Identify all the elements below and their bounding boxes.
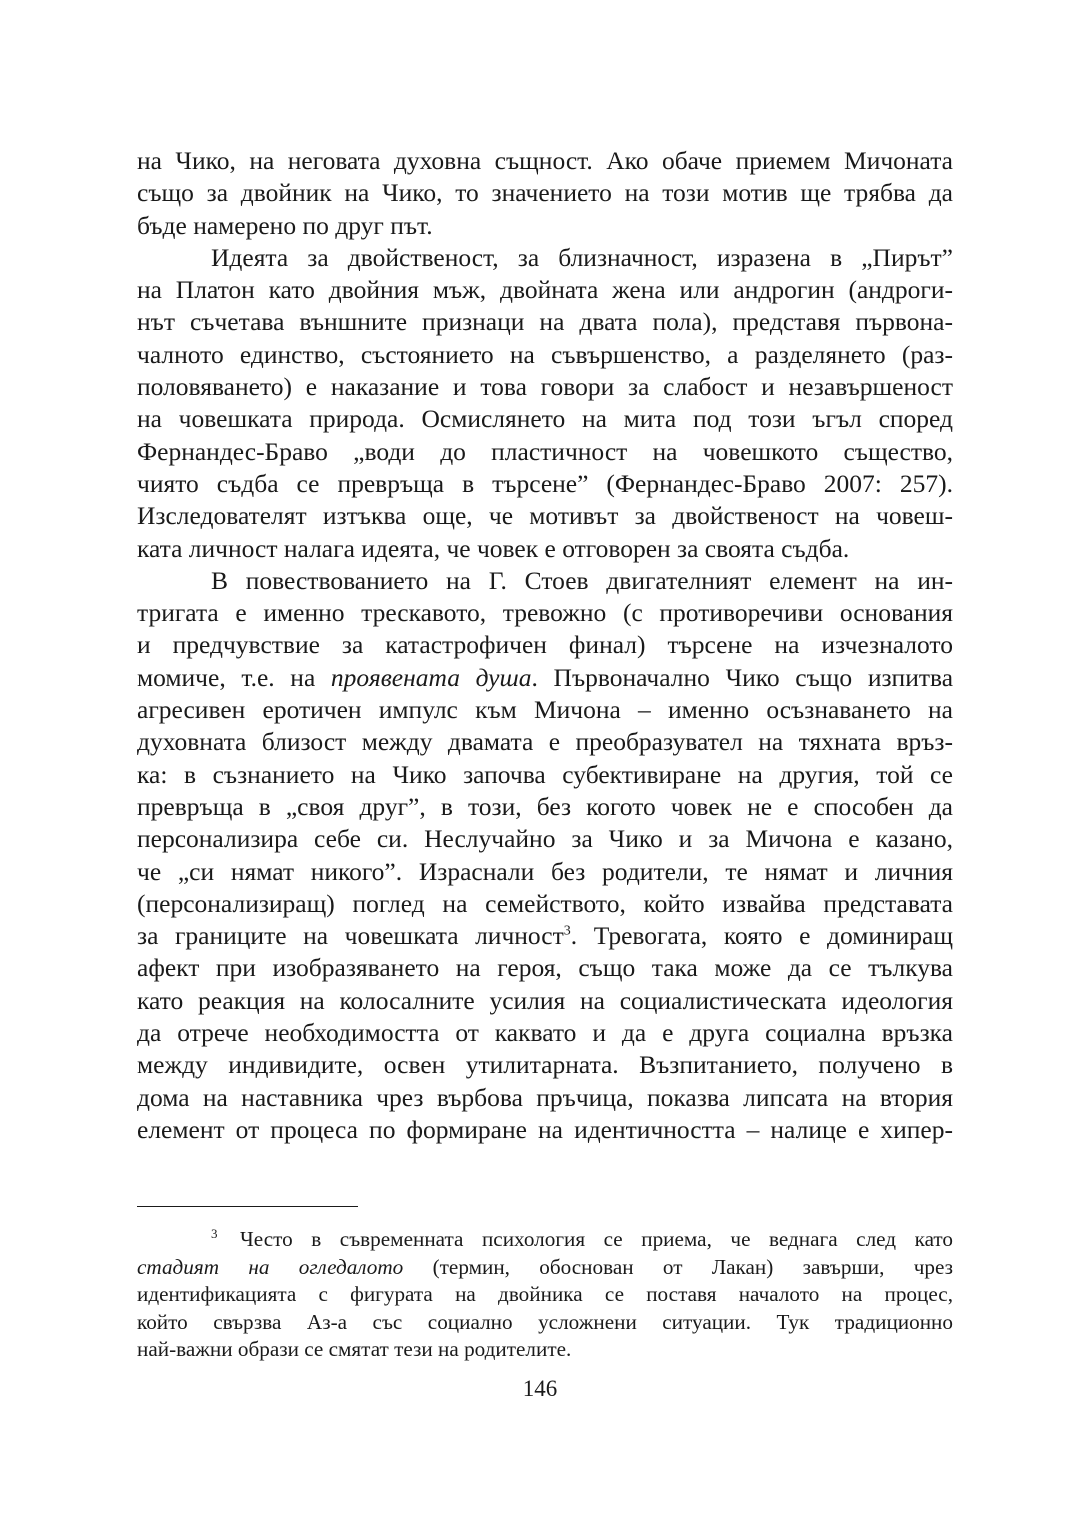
text-line: нът съчетава външните признаци на двата пола), представя първона- — [137, 307, 953, 337]
text-line: чалното единство, състоянието на съвършенство, а разделянето (раз- — [137, 339, 953, 369]
page-number: 146 — [522, 1376, 558, 1401]
text-line: чиято съдба се превръща в търсене” (Фернандес-Браво 2007: 257). — [137, 468, 953, 498]
footnote — [137, 1226, 953, 1364]
text-line: между индивидите, освен утилитарната. Възпитанието, получено в — [137, 1050, 953, 1080]
footnote-line: най-важни образи се смятат тези на родителите. — [137, 1337, 572, 1362]
text-run: за границите на човешката личност — [137, 921, 564, 951]
text-line: бъде намерено по друг път. — [137, 210, 433, 240]
text-line: персонализира себе си. Неслучайно за Чико и за Мичона е казано, — [137, 824, 953, 854]
text-line — [137, 662, 953, 694]
text-line: също за двойник на Чико, то значението на този мотив ще трябва да — [137, 178, 953, 208]
text-run: (термин, обоснован от Лакан) завърши, чрез — [403, 1254, 953, 1279]
text-line: на Платон като двойния мъж, двойната жена или андрогин (андроги- — [137, 275, 953, 305]
footnote-line — [137, 1254, 953, 1282]
text-line: В повествованието на Г. Стоев двигателният елемент на ин- — [211, 565, 953, 595]
text-line: ката личност налага идеята, че човек е отговорен за своята съдба. — [137, 533, 850, 563]
text-line: Изследователят изтъква още, че мотивът за двойственост на човеш- — [137, 501, 953, 531]
text-line: Фернандес-Браво „води до пластичност на човешкото същество, — [137, 436, 953, 466]
text-line — [137, 920, 953, 952]
text-line: Идеята за двойственост, за близначност, изразена в „Пирът” — [211, 242, 953, 272]
text-line: духовната близост между двамата е преобразувател на тяхната връз- — [137, 727, 953, 757]
footnote-divider — [137, 1206, 358, 1207]
text-line: афект при изобразяването на героя, също така може да се тълкува — [137, 953, 953, 983]
text-run: . Тревогата, която е доминиращ — [570, 921, 953, 951]
italic-term: проявената душа — [330, 662, 532, 692]
main-text — [137, 145, 953, 1146]
text-line: (персонализиращ) поглед на семейството, който извайва представата — [137, 888, 953, 918]
text-line: че „си нямат никого”. Израснали без родители, те нямат и личния — [137, 856, 953, 886]
text-line: да отрече необходимостта от каквато и да е друга социална връзка — [137, 1018, 953, 1048]
footnote-reference[interactable]: 3 — [563, 923, 571, 939]
footnote-marker: 3 — [211, 1225, 218, 1241]
text-line: и предчувствие за катастрофичен финал) търсене на изчезналото — [137, 630, 953, 660]
footnote-line: който свързва Аз-а със социално усложнени ситуации. Тук традиционно — [137, 1309, 953, 1334]
text-line: на човешката природа. Осмислянето на мита под този ъгъл според — [137, 404, 953, 434]
text-line: като реакция на колосалните усилия на социалистическата идеология — [137, 985, 953, 1015]
text-line: агресивен еротичен импулс към Мичона – именно осъзнаването на — [137, 695, 953, 725]
text-line: на Чико, на неговата духовна същност. Ако обаче приемем Мичоната — [137, 146, 953, 175]
text-line: тригата е именно трескавото, тревожно (с противоречиви основания — [137, 598, 953, 628]
text-run: момиче, т.е. на — [137, 662, 331, 692]
text-line: дома на наставника чрез върбова пръчица, показва липсата на втория — [137, 1082, 953, 1112]
text-run: . Първоначално Чико също изпитва — [531, 662, 954, 692]
text-line: половяването) е наказание и това говори за слабост и незавършеност — [137, 372, 953, 402]
footnote-line: идентификацията с фигурата на двойника се поставя началото на процес, — [137, 1282, 953, 1307]
text-line: елемент от процеса по формиране на идентичността – налице е хипер- — [137, 1114, 953, 1144]
text-line: превръща в „своя друг”, в този, без когото човек не е способен да — [137, 791, 953, 821]
text-line: ка: в съзнанието на Чико започва субективиране на другия, той се — [137, 759, 953, 789]
text-run: Често в съвременната психология се приема, че веднага след като — [221, 1227, 953, 1251]
footnote-line — [137, 1226, 953, 1254]
italic-term: стадият на огледалото — [137, 1254, 404, 1279]
